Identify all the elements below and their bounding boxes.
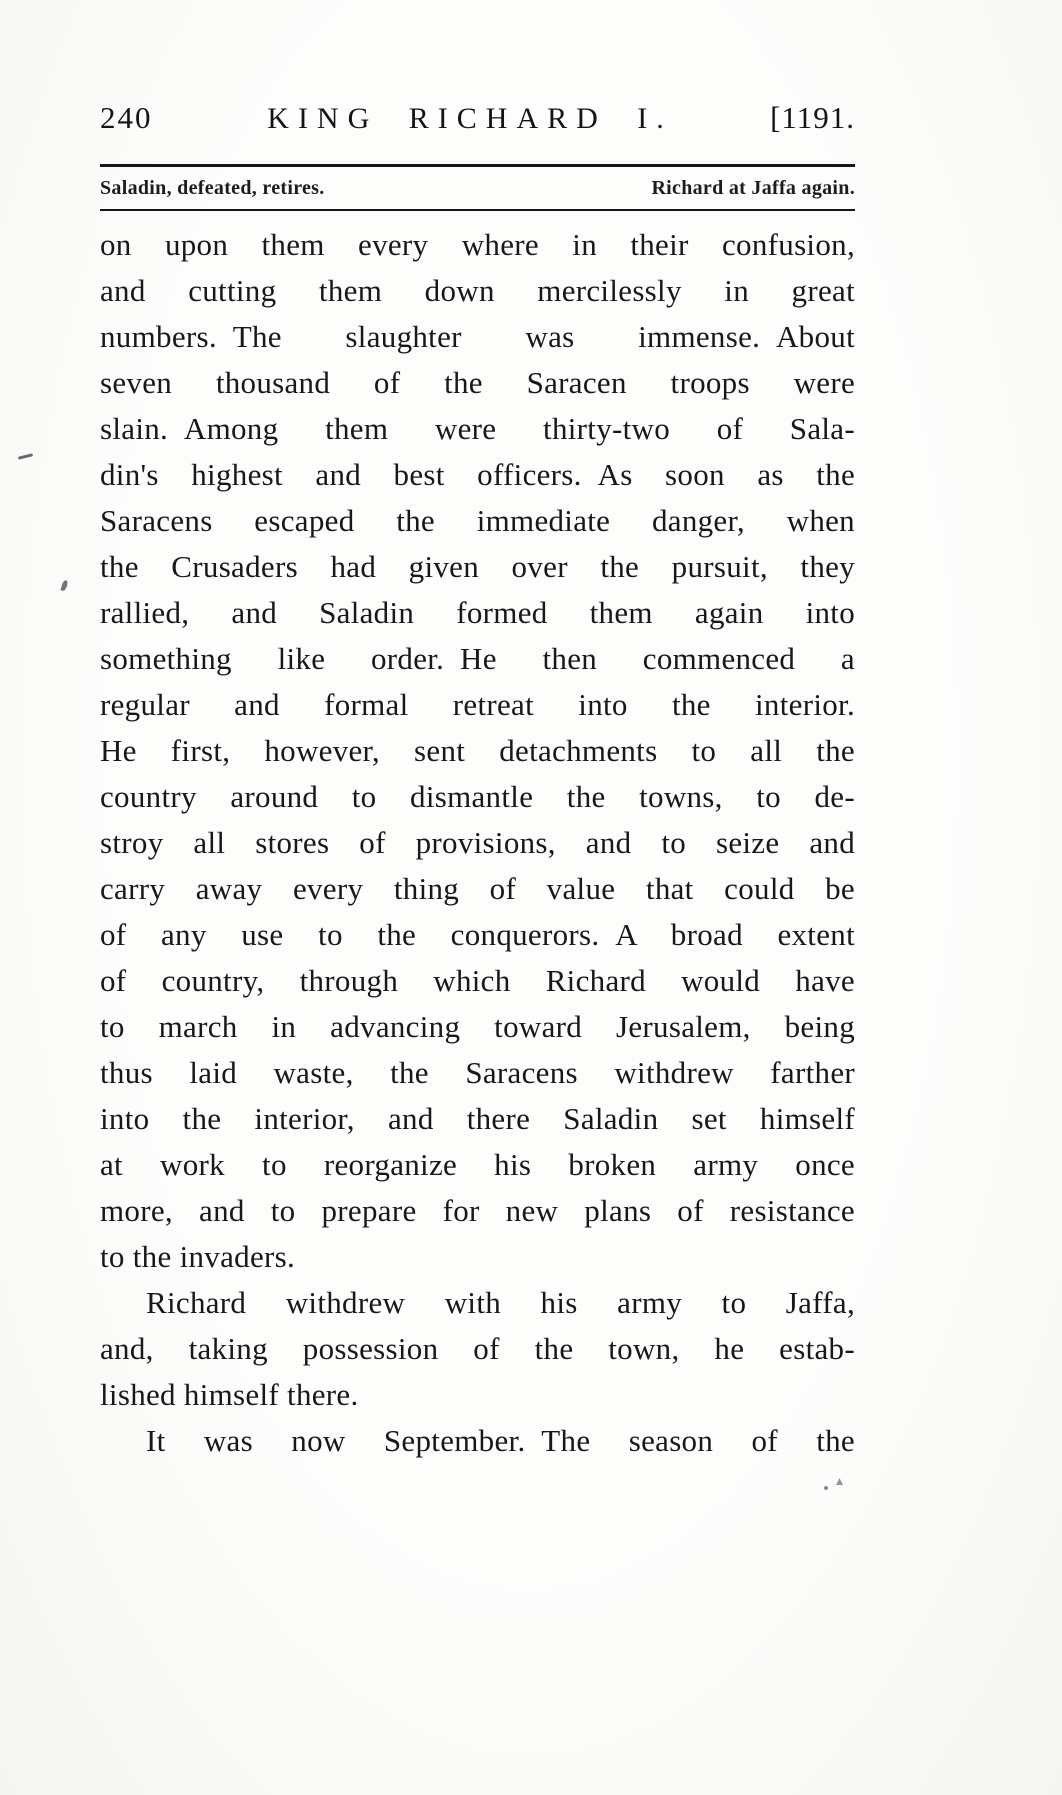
text-line: on upon them every where in their confusion, [100,227,855,262]
text-line: Richard withdrew with his army to Jaffa, [146,1285,855,1320]
text-line: and, taking possession of the town, he estab- [100,1331,855,1366]
text-line: rallied, and Saladin formed them again into [100,595,855,630]
text-line: into the interior, and there Saladin set himself [100,1101,855,1136]
page-date: [1191. [770,100,855,135]
text-line: and cutting them down mercilessly in great [100,273,855,308]
page-title: KING RICHARD I. [267,102,673,135]
text-line: numbers. The slaughter was immense. About [100,319,855,354]
running-head-right: Richard at Jaffa again. [651,177,855,199]
text-line: thus laid waste, the Saracens withdrew farther [100,1055,855,1090]
text-line: stroy all stores of provisions, and to seize and [100,825,855,860]
text-line: something like order. He then commenced a [100,641,855,676]
running-heads [100,177,855,200]
text-line: He first, however, sent detachments to all the [100,733,855,768]
text-line: of any use to the conquerors. A broad extent [100,917,855,952]
page-number: 240 [100,100,153,135]
text-line: to the invaders. [100,1239,296,1274]
text-line: country around to dismantle the towns, to de- [100,779,855,814]
text-line: It was now September. The season of the [146,1423,855,1458]
page-header [100,100,855,136]
scan-artifact-mark [824,1486,828,1490]
running-head-left: Saladin, defeated, retires. [100,177,325,199]
text-line: at work to reorganize his broken army once [100,1147,855,1182]
scan-artifact-mark [18,453,33,460]
text-line: more, and to prepare for new plans of resistance [100,1193,855,1228]
text-line: din's highest and best officers. As soon as the [100,457,855,492]
text-line: Saracens escaped the immediate danger, when [100,503,855,538]
text-line: to march in advancing toward Jerusalem, being [100,1009,855,1044]
text-line: lished himself there. [100,1377,359,1412]
text-line: carry away every thing of value that could be [100,871,855,906]
text-line: seven thousand of the Saracen troops were [100,365,855,400]
scan-artifact-mark [836,1478,843,1485]
text-line: slain. Among them were thirty-two of Sala- [100,411,855,446]
body-text [100,222,855,1464]
text-line: the Crusaders had given over the pursuit, they [100,549,855,584]
scan-artifact-mark [60,579,68,591]
running-head-divider-rule [100,209,855,211]
header-divider-rule [100,164,855,167]
text-line: of country, through which Richard would have [100,963,855,998]
text-line: regular and formal retreat into the interior. [100,687,855,722]
